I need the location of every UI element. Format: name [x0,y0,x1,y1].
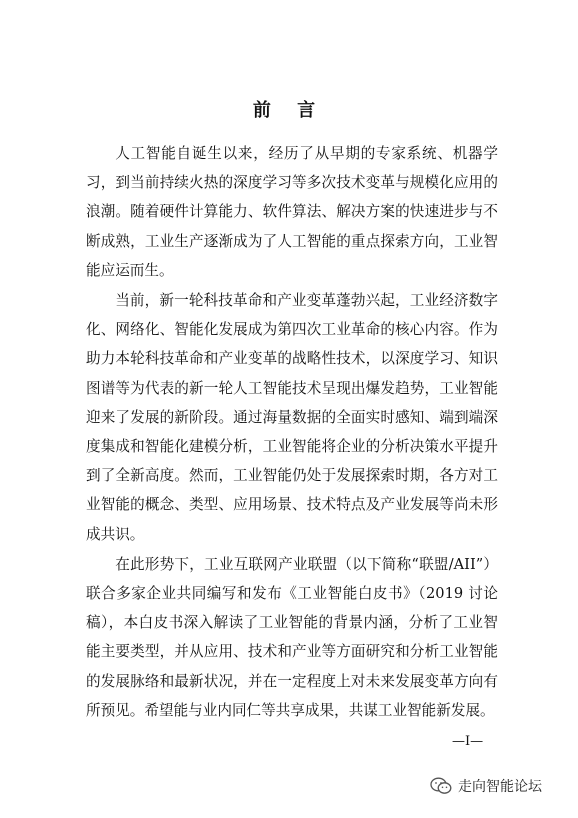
preface-body [86,139,498,726]
paragraph-3: 在此形势下，工业互联网产业联盟（以下简称“联盟/AII”）联合多家企业共同编写和发布《工业智能白皮书》（2019 讨论稿），本白皮书深入解读了工业智能的背景内涵，分析了工业智能主要类型，并从应用、技术和产业等方面研究和分析工业智能的发展脉络和最新状况，并在一定程度上对未来发展变革方向有所预见。希望能与业内同仁等共享成果，共谋工业智能新发展。 [86,555,498,719]
watermark [430,776,542,796]
page-number: —I— [452,734,484,749]
watermark-text: 走向智能论坛 [458,779,542,795]
wechat-icon [430,777,452,795]
paragraph-1: 人工智能自诞生以来，经历了从早期的专家系统、机器学习，到当前持续火热的深度学习等多次技术变革与规模化应用的浪潮。随着硬件计算能力、软件算法、解决方案的快速进步与不断成熟，工业生产逐渐成为了人工智能的重点探索方向，工业智能应运而生。 [86,145,498,279]
page-title: 前 言 [252,100,326,121]
paragraph-2: 当前，新一轮科技革命和产业变革蓬勃兴起，工业经济数字化、网络化、智能化发展成为第四次工业革命的核心内容。作为助力本轮科技革命和产业变革的战略性技术，以深度学习、知识图谱等为代表的新一轮人工智能技术呈现出爆发趋势，工业智能迎来了发展的新阶段。通过海量数据的全面实时感知、端到端深度集成和智能化建模分析，工业智能将企业的分析决策水平提升到了全新高度。然而，工业智能仍处于发展探索时期，各方对工业智能的概念、类型、应用场景、技术特点及产业发展等尚未形成共识。 [86,292,498,543]
